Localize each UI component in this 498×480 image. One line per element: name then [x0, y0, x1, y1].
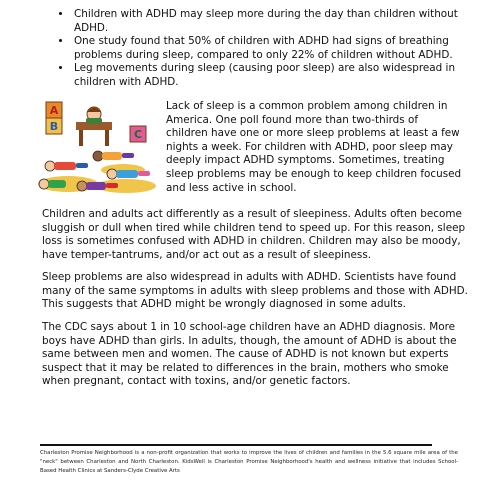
svg-text:B: B	[49, 120, 59, 133]
bullet-list	[58, 8, 472, 90]
svg-text:C: C	[133, 128, 143, 141]
sleeping-child	[39, 179, 66, 189]
paragraph-cdc: The CDC says about 1 in 10 school-age children have an ADHD diagnosis. More boys have ADHD than girls. In adults, though, the amount of ADHD is about the same between men and women. The cause of ADHD is not known but experts suspect that it may be related to differences in the brain, mothers who smoke when pregnant, contact with toxins, and/or genetic factors.	[42, 321, 457, 388]
block-b	[46, 118, 62, 134]
bullet-item: • One study found that 50% of children with ADHD had signs of breathing problems during sleep, compared to only 22% of children without ADHD.	[72, 35, 472, 62]
bullet-item: • Children with ADHD may sleep more during the day than children without ADHD.	[72, 8, 472, 35]
sleeping-children-illustration	[38, 100, 158, 198]
intro-paragraph: Lack of sleep is a common problem among children in America. One poll found more than two-thirds of children have one or more sleep problems at least a few nights a week. For children with ADHD, poor sleep may deeply impact ADHD symptoms. Sometimes, treating sleep problems may be enough to keep children focused and less active in school.	[166, 100, 462, 194]
desk-leg	[105, 130, 109, 146]
paragraph-adults: Sleep problems are also widespread in adults with ADHD. Scientists have found many of the same symptoms in adults with sleep problems and those with ADHD. This suggests that ADHD might be wrongly diagnosed in some adults.	[42, 271, 468, 311]
sleeping-child	[45, 161, 88, 171]
sleeping-child	[93, 151, 134, 161]
footer-text: Charleston Promise Neighborhood is a non-profit organization that works to improve the lives of children and families in the 5.6 square mile area of the "neck" between Charleston and North Charleston. KidsWell is Charleston Promise Neighborhood's health and wellness initiative that includes School-Based Health Clinics at Sanders-Clyde Creative Arts	[40, 450, 458, 474]
footer-divider	[40, 444, 432, 446]
desk-leg	[79, 130, 83, 146]
paragraph-sleepiness: Children and adults act differently as a result of sleepiness. Adults often become sluggish or dull when tired while children tend to speed up. For this reason, sleep loss is sometimes confused with ADHD in children. Children may also be moody, have temper-tantrums, and/or act out as a result of sleepiness.	[42, 208, 466, 261]
block-c	[130, 126, 146, 142]
teacher-hair	[87, 108, 101, 113]
block-a	[46, 102, 62, 118]
bullet-item: • Leg movements during sleep (causing poor sleep) are also widespread in children with ADHD.	[72, 62, 472, 89]
teacher-body	[86, 118, 102, 124]
svg-text:A: A	[49, 104, 59, 117]
